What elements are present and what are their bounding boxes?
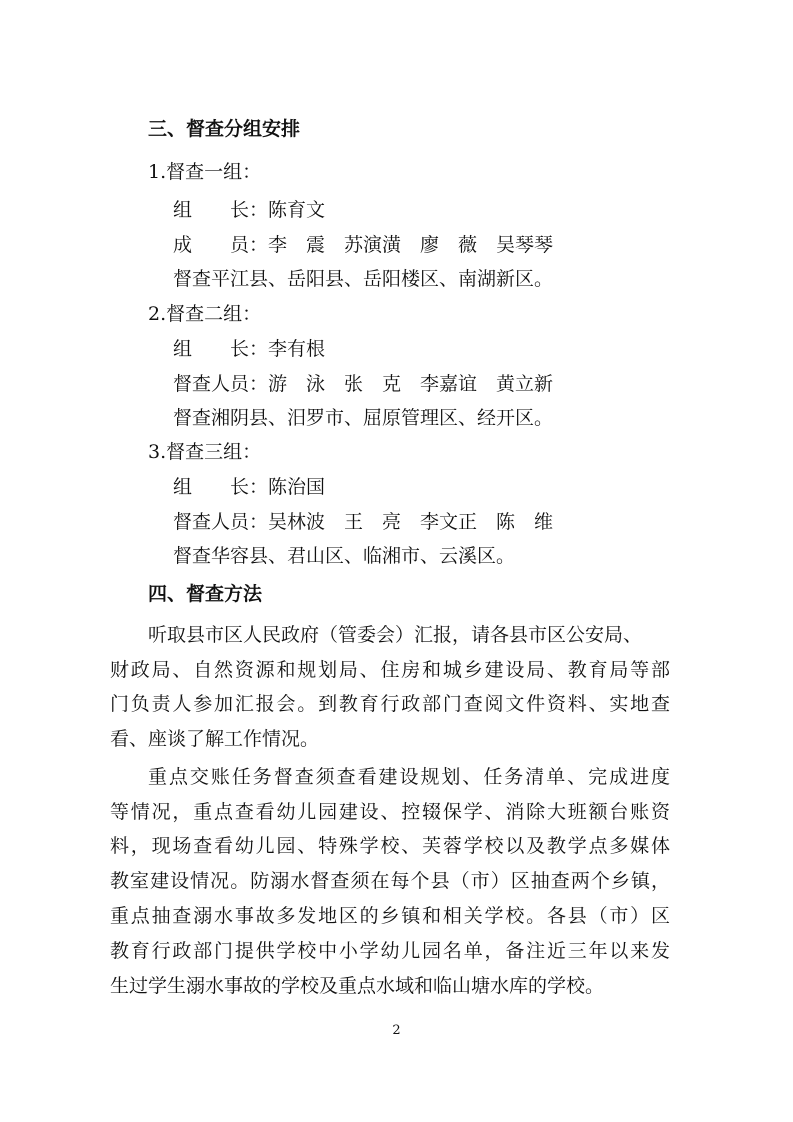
- group-2-areas: 督查湘阴县、汨罗市、屈原管理区、经开区。: [173, 407, 554, 429]
- group-3-areas: 督查华容县、君山区、临湘市、云溪区。: [173, 545, 516, 567]
- paragraph-2-line: 料，现场查看幼儿园、特殊学校、芙蓉学校以及教学点多媒体: [110, 835, 670, 857]
- group-3-leader: 组 长：陈治国: [173, 476, 326, 498]
- group-1-areas: 督查平江县、岳阳县、岳阳楼区、南湖新区。: [173, 268, 554, 290]
- group-1-leader: 组 长：陈育文: [173, 199, 326, 221]
- paragraph-2-line: 生过学生溺水事故的学校及重点水域和临山塘水库的学校。: [110, 975, 605, 997]
- paragraph-2-line: 重点交账任务督查须查看建设规划、任务清单、完成进度: [148, 766, 670, 788]
- section-heading-3: 三、督查分组安排: [148, 118, 301, 140]
- section-heading-4: 四、督查方法: [148, 583, 263, 605]
- group-2-title: 2.督查二组：: [148, 303, 262, 325]
- paragraph-1-line: 财政局、自然资源和规划局、住房和城乡建设局、教育局等部: [110, 659, 670, 681]
- paragraph-1-line: 听取县市区人民政府（管委会）汇报，请各县市区公安局、: [148, 624, 643, 646]
- group-1-title: 1.督查一组：: [148, 161, 262, 183]
- paragraph-1-line: 看、座谈了解工作情况。: [110, 728, 320, 750]
- paragraph-2-line: 重点抽查溺水事故多发地区的乡镇和相关学校。各县（市）区: [110, 905, 670, 927]
- group-3-title: 3.督查三组：: [148, 441, 262, 463]
- paragraph-2-line: 教育行政部门提供学校中小学幼儿园名单，备注近三年以来发: [110, 940, 670, 962]
- paragraph-1-line: 门负责人参加汇报会。到教育行政部门查阅文件资料、实地查: [110, 693, 670, 715]
- group-2-members: 督查人员：游 泳 张 克 李嘉谊 黄立新: [173, 373, 554, 395]
- paragraph-2-line: 教室建设情况。防溺水督查须在每个县（市）区抽查两个乡镇，: [110, 870, 670, 892]
- group-2-leader: 组 长：李有根: [173, 338, 326, 360]
- page-number: 2: [392, 1023, 401, 1038]
- paragraph-2-line: 等情况，重点查看幼儿园建设、控辍保学、消除大班额台账资: [110, 801, 670, 823]
- group-1-members: 成 员：李 震 苏演潢 廖 薇 吴琴琴: [173, 234, 554, 256]
- group-3-members: 督查人员：吴林波 王 亮 李文正 陈 维: [173, 511, 554, 533]
